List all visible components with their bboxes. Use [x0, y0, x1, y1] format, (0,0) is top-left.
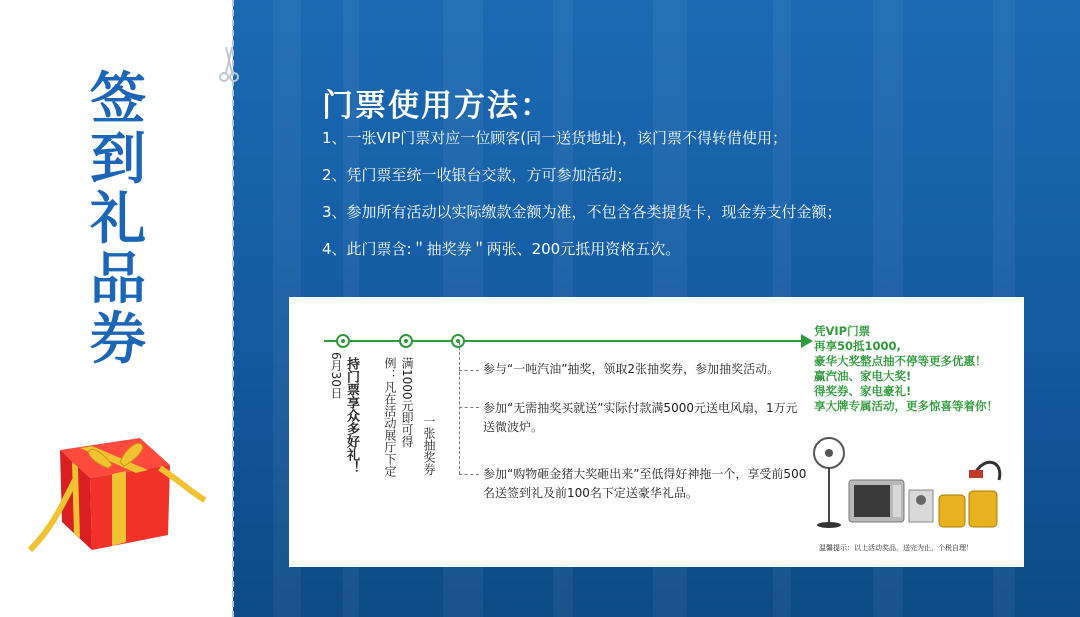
vertical-title — [68, 67, 168, 372]
tear-line — [232, 0, 234, 617]
vip-line: 得奖券、家电豪礼! — [814, 384, 912, 398]
vip-line: 再享50抵1000, — [814, 339, 901, 353]
timeline-node — [451, 334, 465, 348]
rule-item: 4、此门票含:＂抽奖券＂两张、200元抵用资格五次。 — [322, 240, 681, 258]
title-char: 券 — [90, 307, 146, 372]
timeline-arrow-icon — [801, 334, 813, 348]
section-title: 门票使用方法： — [322, 88, 553, 124]
rule-item: 3、参加所有活动以实际缴款金额为准，不包含各类提货卡，现金券支付金额； — [322, 203, 842, 221]
timeline-date: 6月30日 — [329, 352, 343, 399]
timeline-node — [336, 334, 350, 348]
scissors-icon — [218, 44, 240, 84]
left-panel — [0, 0, 233, 617]
rule-item: 1、一张VIP门票对应一位顾客(同一送货地址)，该门票不得转借使用； — [322, 129, 787, 147]
timeline-desc: 一张抽奖券 — [422, 415, 436, 475]
vip-line: 豪华大奖整点抽不停等更多优惠！ — [814, 354, 987, 368]
rules-list — [322, 127, 842, 275]
prize-illustration — [809, 435, 1019, 535]
vip-line: 赢汽油、家电大奖! — [814, 369, 912, 383]
connector-line — [459, 370, 479, 371]
activity-item: 参加“无需抽奖买就送”实际付款满5000元送电风扇，1万元送微波炉。 — [483, 401, 798, 434]
tip-note: 温馨提示：以上活动奖品，送完为止，个税自理！ — [819, 544, 973, 552]
timeline-line — [324, 340, 804, 342]
title-char: 签 — [90, 67, 146, 132]
connector-line — [459, 474, 479, 475]
activity-item: 参加“购物砸金猪大奖砸出来”至低得好神拖一个，享受前500名送签到礼及前100名下定送豪华礼品。 — [483, 467, 807, 500]
vip-line: 凭VIP门票 — [814, 324, 871, 338]
activity-card — [289, 297, 1024, 567]
stove-icon — [909, 490, 933, 522]
connector-line — [459, 407, 479, 408]
oil-barrel-icon — [939, 462, 1000, 527]
rule-item: 2、凭门票至统一收银台交款，方可参加活动； — [322, 166, 632, 184]
timeline-desc: 满1000元即可得 — [400, 357, 414, 448]
vip-benefits — [814, 324, 998, 414]
vip-line: 享大牌专属活动，更多惊喜等着你！ — [814, 399, 998, 413]
connector-line — [459, 342, 460, 474]
electric-fan-icon — [814, 438, 844, 528]
timeline-desc: 例：凡在活动展厅下定 — [383, 357, 397, 477]
gift-box-icon — [20, 410, 220, 560]
activity-item: 参与“一吨汽油”抽奖，领取2张抽奖券，参加抽奖活动。 — [483, 362, 780, 376]
microwave-icon — [849, 480, 904, 522]
title-char: 礼 — [90, 187, 146, 252]
timeline-node — [399, 334, 413, 348]
title-char: 到 — [90, 127, 146, 192]
title-char: 品 — [90, 247, 146, 312]
timeline-desc: 持门票享众多好礼！ — [344, 357, 359, 474]
